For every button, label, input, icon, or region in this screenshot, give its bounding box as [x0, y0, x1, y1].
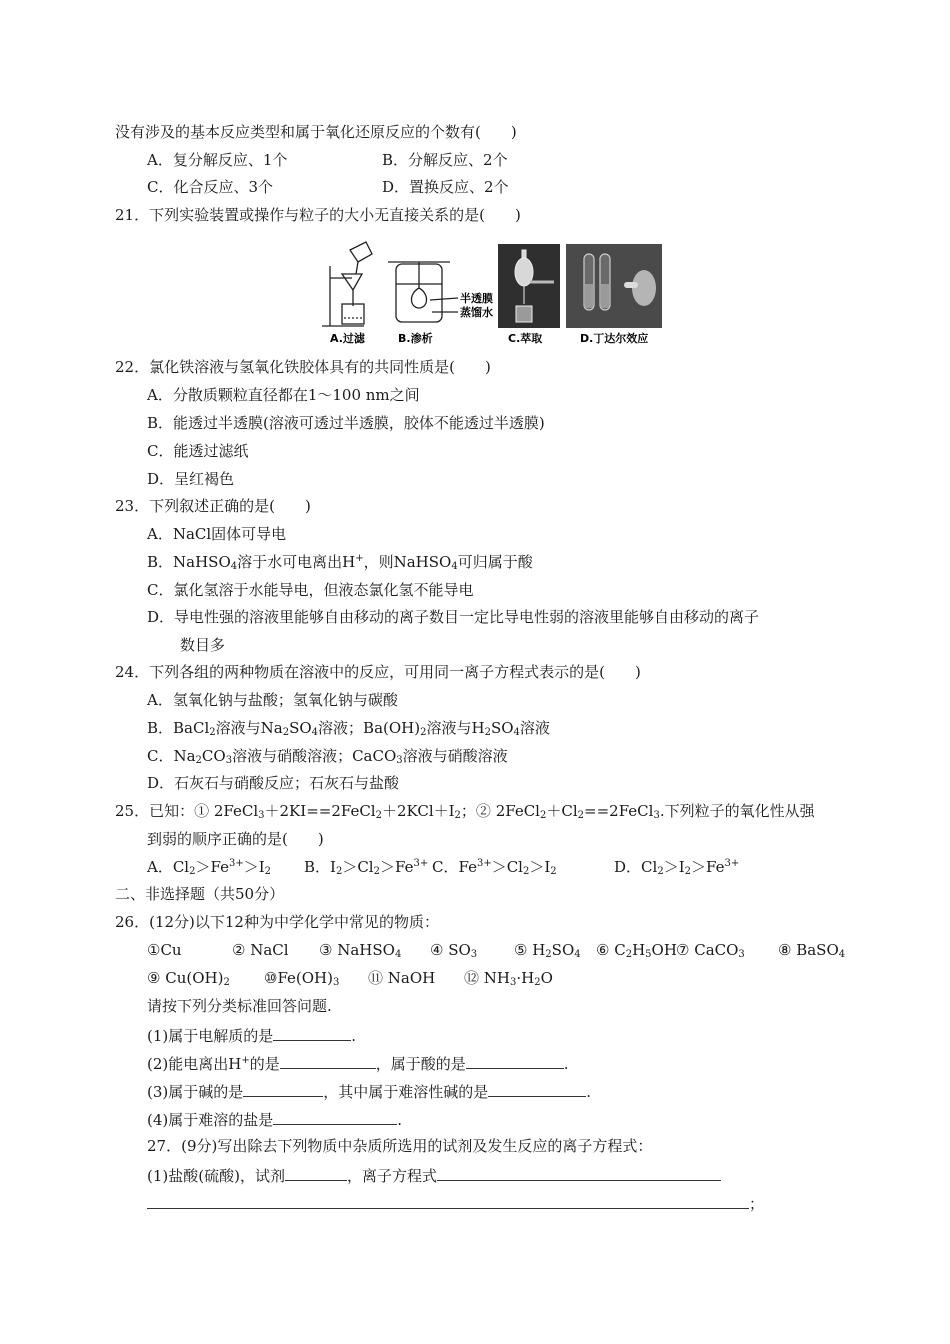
label-distilled-water: 蒸馏水: [460, 306, 493, 319]
figure-caption-c: C.萃取: [508, 332, 543, 345]
question-23-stem: 23．下列叙述正确的是( ): [115, 497, 311, 515]
option-b: B．NaHSO$_4$溶于水可电离出H+，则NaHSO$_4$可归属于酸: [147, 553, 533, 572]
substance-item: ⑪ NaOH: [368, 969, 436, 987]
answer-blank[interactable]: [147, 1192, 749, 1209]
filtration-apparatus: [322, 242, 372, 326]
answer-blank[interactable]: [285, 1164, 347, 1181]
substance-item: $⑩Fe(OH)_3$: [264, 969, 340, 988]
figure-caption-d: D.丁达尔效应: [580, 332, 649, 345]
option-a: A．NaCl固体可导电: [147, 525, 287, 543]
substance-item: ⑥ $C_2H_5OH$: [596, 941, 677, 960]
option-a: A．$Cl_2>Fe^{3+}>I_2$: [147, 858, 272, 877]
figure-caption-b: B.渗析: [398, 332, 433, 345]
option-c: C．$Fe^{3+}>Cl_2>I_2$: [432, 858, 557, 877]
substance-item: ② NaCl: [232, 941, 289, 959]
answer-blank[interactable]: [437, 1164, 721, 1181]
substance-item: ①Cu: [147, 941, 182, 959]
substance-item: ⑧ BaSO$_4$: [778, 941, 846, 960]
option-c: C．氯化氢溶于水能导电，但液态氯化氢不能导电: [147, 581, 474, 599]
option-c: C．化合反应、3个: [147, 178, 274, 196]
subquestion-4: (4)属于难溶的盐是 .: [147, 1108, 402, 1130]
answer-blank[interactable]: [488, 1080, 586, 1097]
label-semipermeable-membrane: 半透膜: [460, 292, 493, 305]
subquestion-1: (1)属于电解质的是 .: [147, 1024, 356, 1046]
answer-line: ；: [147, 1192, 764, 1214]
option-d: D．石灰石与硝酸反应；石灰石与盐酸: [147, 774, 400, 792]
substance-item: ⑫ $NH_3\cdot H_2O$: [464, 969, 553, 988]
question-continuation: 没有涉及的基本反应类型和属于氧化还原反应的个数有( ): [115, 123, 517, 141]
dialysis-apparatus: [388, 262, 458, 322]
answer-blank[interactable]: [273, 1108, 397, 1125]
option-c: C．能透过滤纸: [147, 442, 249, 460]
answer-blank[interactable]: [466, 1052, 564, 1069]
option-b: B．能透过半透膜(溶液可透过半透膜，胶体不能透过半透膜): [147, 414, 545, 432]
question-25-stem-continuation: 到弱的顺序正确的是( ): [147, 830, 324, 848]
option-d: D．$Cl_2>I_2>Fe^{3+}$: [614, 858, 740, 877]
subquestion-1: (1)盐酸(硫酸)，试剂 ，离子方程式: [147, 1164, 721, 1186]
substance-item: ⑤ $H_2SO_4$: [514, 941, 581, 960]
substance-item: ⑦ CaCO$_3$: [676, 941, 745, 960]
question-26-stem: 26．(12分)以下12种为中学化学中常见的物质：: [115, 913, 439, 931]
question-27-stem: 27．(9分)写出除去下列物质中杂质所选用的试剂及发生反应的离子方程式：: [147, 1137, 653, 1155]
option-a: A．氢氧化钠与盐酸；氢氧化钠与碳酸: [147, 691, 398, 709]
question-24-stem: 24．下列各组的两种物质在溶液中的反应，可用同一离子方程式表示的是( ): [115, 663, 641, 681]
figure-caption-a: A.过滤: [330, 332, 365, 345]
section-heading: 二、非选择题（共50分）: [115, 885, 285, 903]
option-b: B．分解反应、2个: [382, 151, 508, 169]
question-21-stem: 21．下列实验装置或操作与粒子的大小无直接关系的是( ): [115, 206, 521, 224]
question-25-stem: 25．已知：① $2FeCl_3+2KI==2FeCl_2+2KCl+I_2$；② $2FeCl_2+Cl_2==2FeCl_3$.下列粒子的氧化性从强: [115, 802, 815, 821]
substance-item: ③ NaHSO$_4$: [319, 941, 402, 960]
option-a: A．分散质颗粒直径都在1～100 nm之间: [147, 386, 420, 404]
answer-blank[interactable]: [280, 1052, 376, 1069]
question-22-stem: 22．氯化铁溶液与氢氧化铁胶体具有的共同性质是( ): [115, 358, 491, 376]
option-d-continuation: 数目多: [180, 636, 226, 654]
subquestion-2: (2)能电离出H+的是 ，属于酸的是 .: [147, 1052, 569, 1074]
substance-item: ④ $SO_3$: [430, 941, 478, 960]
option-d: D．导电性强的溶液里能够自由移动的离子数目一定比导电性弱的溶液里能够自由移动的离子: [147, 608, 760, 626]
option-d: D．置换反应、2个: [382, 178, 509, 196]
option-b: B．BaCl$_2$溶液与$Na_2SO_4$溶液；$Ba(OH)_2$溶液与$H_2SO_4$溶液: [147, 719, 550, 738]
option-a: A．复分解反应、1个: [147, 151, 288, 169]
option-d: D．呈红褐色: [147, 470, 235, 488]
answer-blank[interactable]: [243, 1080, 323, 1097]
instruction: 请按下列分类标准回答问题.: [147, 997, 332, 1015]
answer-blank[interactable]: [273, 1024, 351, 1041]
subquestion-3: (3)属于碱的是 ，其中属于难溶性碱的是 .: [147, 1080, 591, 1102]
option-b: B．$I_2>Cl_2>Fe^{3+}$: [304, 858, 429, 877]
experiment-apparatus-figure: [318, 238, 664, 350]
substance-item: ⑨ $Cu(OH)_2$: [147, 969, 230, 988]
option-c: C．$Na_2CO_3$溶液与硝酸溶液；CaCO$_3$溶液与硝酸溶液: [147, 747, 508, 766]
